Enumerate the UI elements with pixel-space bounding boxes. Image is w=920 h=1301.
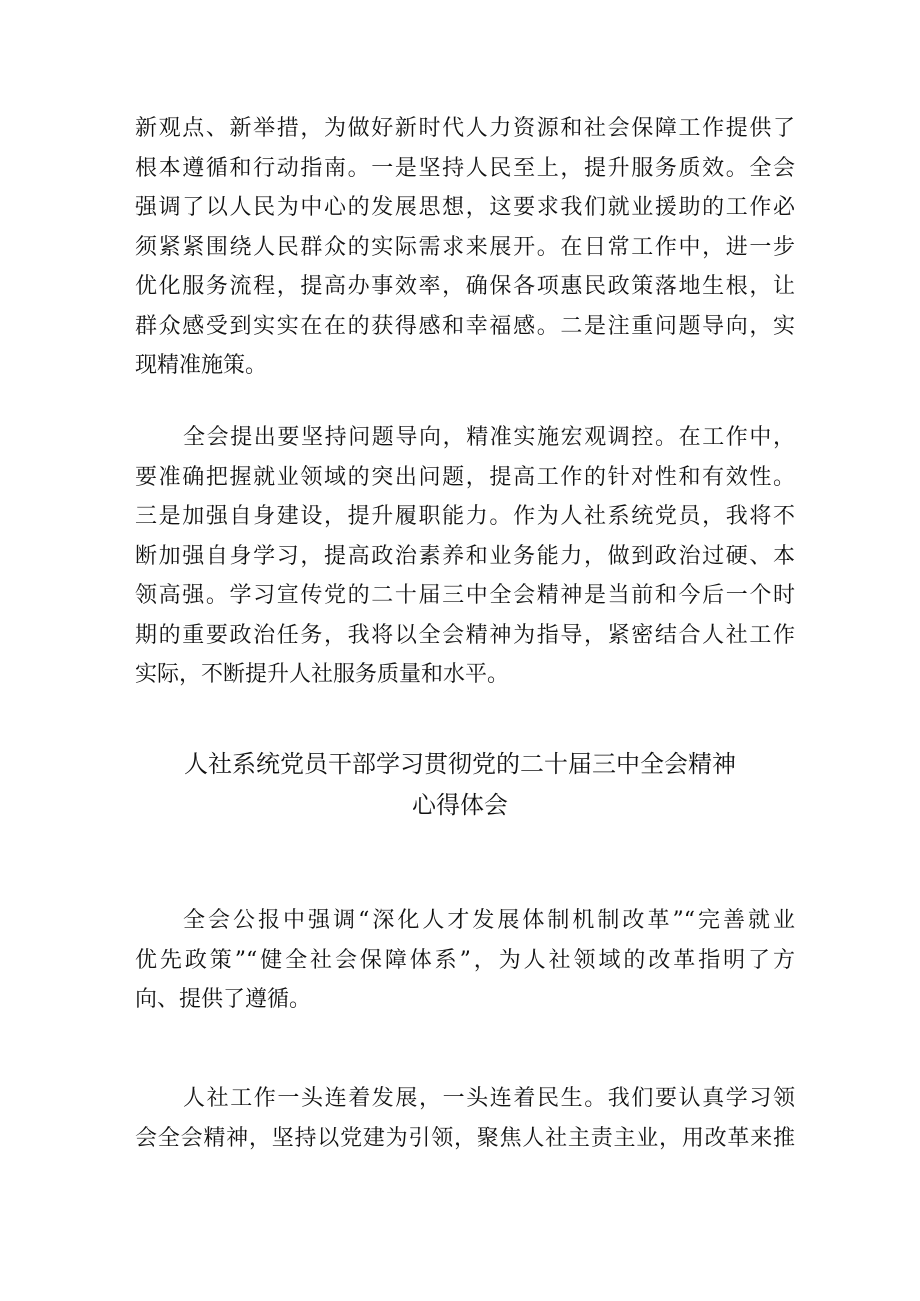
text-line: 领高强。学习宣传党的二十届三中全会精神是当前和今后一个时 <box>135 583 795 608</box>
paragraph-2 <box>135 418 795 695</box>
text-line: 根本遵循和行动指南。一是坚持人民至上，提升服务质效。全会 <box>135 155 795 181</box>
section-heading <box>110 744 810 826</box>
paragraph-4 <box>135 1079 795 1158</box>
text-line: 向、提供了遵循。 <box>135 987 312 1012</box>
text-line: 三是加强自身建设，提升履职能力。作为人社系统党员，我将不 <box>135 504 795 529</box>
text-line: 全会公报中强调“深化人才发展体制机制改革”“完善就业 <box>183 908 795 933</box>
text-line: 须紧紧围绕人民群众的实际需求来展开。在日常工作中，进一步 <box>135 234 795 260</box>
text-line: 现精准施策。 <box>135 353 268 378</box>
text-line: 优先政策”“健全社会保障体系”，为人社领域的改革指明了方 <box>135 947 795 973</box>
text-line: 新观点、新举措，为做好新时代人力资源和社会保障工作提供了 <box>135 116 795 141</box>
text-line: 优化服务流程，提高办事效率，确保各项惠民政策落地生根，让 <box>135 274 795 299</box>
text-line: 期的重要政治任务，我将以全会精神为指导，紧密结合人社工作 <box>135 622 795 648</box>
heading-line: 人社系统党员干部学习贯彻党的二十届三中全会精神 <box>184 750 736 778</box>
text-line: 断加强自身学习，提高政治素养和业务能力，做到政治过硬、本 <box>135 543 795 569</box>
text-line: 强调了以人民为中心的发展思想，这要求我们就业援助的工作必 <box>135 195 795 220</box>
paragraph-1 <box>135 109 795 386</box>
text-line: 全会提出要坚持问题导向，精准实施宏观调控。在工作中， <box>183 425 795 450</box>
text-line: 人社工作一头连着发展，一头连着民生。我们要认真学习领 <box>183 1086 795 1111</box>
text-line: 实际，不断提升人社服务质量和水平。 <box>135 662 510 687</box>
text-line: 群众感受到实实在在的获得感和幸福感。二是注重问题导向，实 <box>135 313 795 339</box>
heading-line: 心得体会 <box>412 791 508 819</box>
text-line: 要准确把握就业领域的突出问题，提高工作的针对性和有效性。 <box>135 464 795 490</box>
text-line: 会全会精神，坚持以党建为引领，聚焦人社主责主业，用改革来推 <box>135 1125 795 1151</box>
paragraph-3 <box>135 901 795 1020</box>
